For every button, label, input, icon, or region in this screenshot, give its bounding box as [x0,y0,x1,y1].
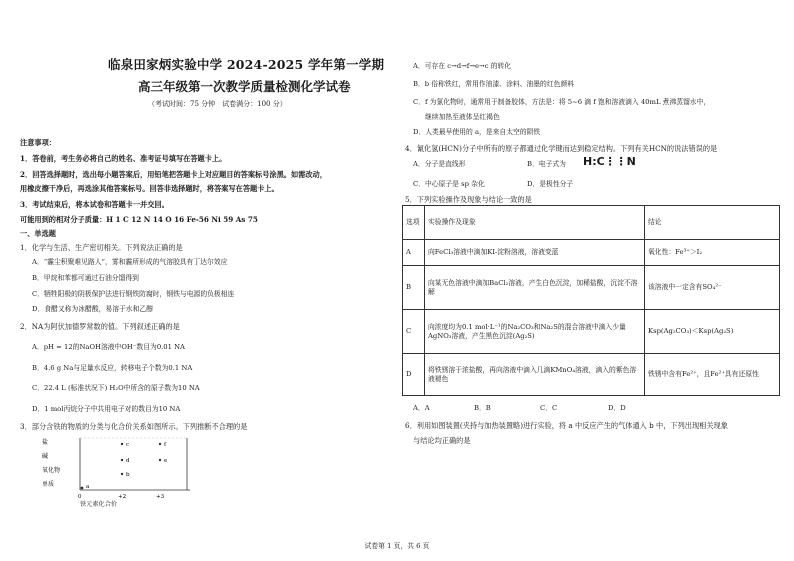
q3-option: D．人类最早使用的 a，是来自太空的陨铁 [413,128,541,136]
point-label: a [86,484,90,490]
y-label: 碱 [42,453,49,460]
q5-choice: B．B [474,404,491,412]
q5-stem: 5．下列实验操作及现象与结论一致的是 [405,195,532,204]
q5-table [402,205,780,396]
left-column [20,0,385,545]
table-cell: C [403,310,425,354]
hcn-electron-formula: H:C⋮⋮N [583,155,636,168]
point-label: e [164,458,168,464]
q1-stem: 1．化学与生活、生产密切相关。下列说法正确的是 [20,243,183,252]
q4-option: D．是极性分子 [527,180,574,188]
q6-stem: 6．利用如图装置(夹持与加热装置略)进行实验，将 a 中反应产生的气体通入 b 中，下列出现相关现象 [405,421,728,430]
point-d [121,459,123,461]
q3-option: B．b 俗称铁红，常用作油漆、涂料、油墨的红色颜料 [413,80,575,88]
table-cell: 该溶液中一定含有SO₄²⁻ [645,266,780,310]
q4-stem: 4．氰化氢(HCN)分子中所有的原子都通过化学键而达到稳定结构。下列有关HCN的说法错误的是 [405,144,718,153]
table-row [403,354,780,396]
table-cell: 向某无色溶液中滴加BaCl₂溶液，产生白色沉淀，加稀盐酸，沉淀不溶解 [425,266,645,310]
point-label: f [164,442,167,448]
notice-item: 用橡皮擦干净后，再选涂其他答案标号。回答非选择题时，将答案写在答题卡上。 [20,184,279,193]
point-a [81,487,84,490]
table-cell: A [403,240,425,266]
table-cell: 向FeCl₃溶液中滴加KI-淀粉溶液，溶液变蓝 [425,240,645,266]
point-label: b [126,472,130,478]
exam-title-line2: 高三年级第一次教学质量检测化学试卷 [138,79,351,94]
q2-option: D．1 mol丙烷分子中共用电子对的数目为10 NA [32,405,181,413]
table-cell: 铁锈中含有Fe²⁺，且Fe²⁺具有还原性 [645,354,780,396]
q4-option: B．电子式为 [527,160,566,168]
q5-choice: A．A [413,404,430,412]
table-header-cell: 结论 [645,206,780,240]
table-header-row [403,206,780,240]
point-b [121,473,123,475]
q1-option: C．牺牲阳极的阴极保护法进行钢铁防腐时，钢铁与电源的负极相连 [32,290,235,298]
table-row [403,240,780,266]
q2-option: C．22.4 L (标准状况下) H₂O中所含的原子数为10 NA [32,384,200,392]
table-header-cell: 选项 [403,206,425,240]
x-tick: +3 [156,494,165,500]
q4-option: C．中心原子是 sp 杂化 [413,180,485,188]
q4-option: A．分子是直线形 [413,160,466,168]
point-f [159,443,161,445]
notice-item: 3．考试结束后，将本试卷和答题卡一并交回。 [20,200,169,209]
q5-choice: D．D [608,404,626,412]
exam-title-line1: 临泉田家炳实验中学 2024-2025 学年第一学期 [108,57,385,72]
x-tick: 0 [78,494,82,500]
notice-heading: 注意事项： [20,138,56,147]
table-cell: 将铁锈溶于浓盐酸，再向溶液中滴入几滴KMnO₄溶液，滴入的紫色溶液褪色 [425,354,645,396]
exam-info: （考试时间：75 分钟 试卷满分：100 分） [148,100,287,108]
x-tick: +2 [118,494,127,500]
q3-option-cont: 继续加热至液体呈红褐色 [425,113,500,121]
table-row [403,266,780,310]
notice-item: 1．答卷前，考生务必将自己的姓名、准考证号填写在答题卡上。 [20,154,227,163]
iron-valence-diagram [42,434,192,500]
q6-stem-cont: 与结论均正确的是 [413,436,471,445]
q3-option: A．可存在 c→d→f→e→c 的转化 [413,62,512,70]
table-cell: D [403,354,425,396]
q2-option: B．4.6 g Na与足量水反应，转移电子个数为0.1 NA [32,364,193,372]
q1-option: D．食醋又称为冰醋酸，易溶于水和乙醇 [32,305,153,313]
y-label: 单质 [42,481,55,488]
y-label: 氧化物 [42,467,61,474]
x-axis-label: 铁元素化合价 [80,501,118,508]
point-e [159,459,161,461]
point-label: d [126,458,130,464]
section-heading: 一、单选题 [20,229,56,238]
table-cell: B [403,266,425,310]
table-cell: Ksp(Ag₂CO₃)＜Ksp(Ag₂S) [645,310,780,354]
point-c [121,443,123,445]
atomic-masses: 可能用到的相对分子质量：H 1 C 12 N 14 O 16 Fe-56 Ni 59 As 75 [20,215,258,224]
q5-choice: C．C [540,404,558,412]
page-footer: 试卷第 1 页，共 6 页 [364,542,430,550]
notice-item: 2．回答选择题时，选出每小题答案后，用铅笔把答题卡上对应题目的答案标号涂黑。如需改动， [20,170,327,179]
q2-option: A．pH = 12的NaOH溶液中OH⁻数目为0.01 NA [32,343,185,351]
table-cell: 氧化性：Fe³⁺＞I₂ [645,240,780,266]
table-cell: 向浓度均为0.1 mol·L⁻¹的Na₂CO₃和Na₂S的混合溶液中滴入少量AgNO₃溶液，产生黑色沉淀(Ag₂S) [425,310,645,354]
point-label: c [126,442,130,448]
q1-option: B．甲烷和苯都可通过石油分馏得到 [32,274,139,282]
table-header-cell: 实验操作及现象 [425,206,645,240]
q2-stem: 2．NA为阿伏加德罗常数的值。下列叙述正确的是 [20,322,180,331]
table-row [403,310,780,354]
q3-stem: 3．部分含铁的物质的分类与化合价关系如图所示。下列推断不合理的是 [20,422,248,431]
y-label: 盐 [42,439,49,446]
q3-option: C．f 为氯化物时，通常用于制备胶体，方法是：将 5~6 滴 f 饱和溶液滴入 40mL 煮沸蒸馏水中， [413,98,711,106]
q1-option: A．“霾尘积聚难见路人”，雾和霾所形成的气溶胶具有丁达尔效应 [32,258,228,266]
